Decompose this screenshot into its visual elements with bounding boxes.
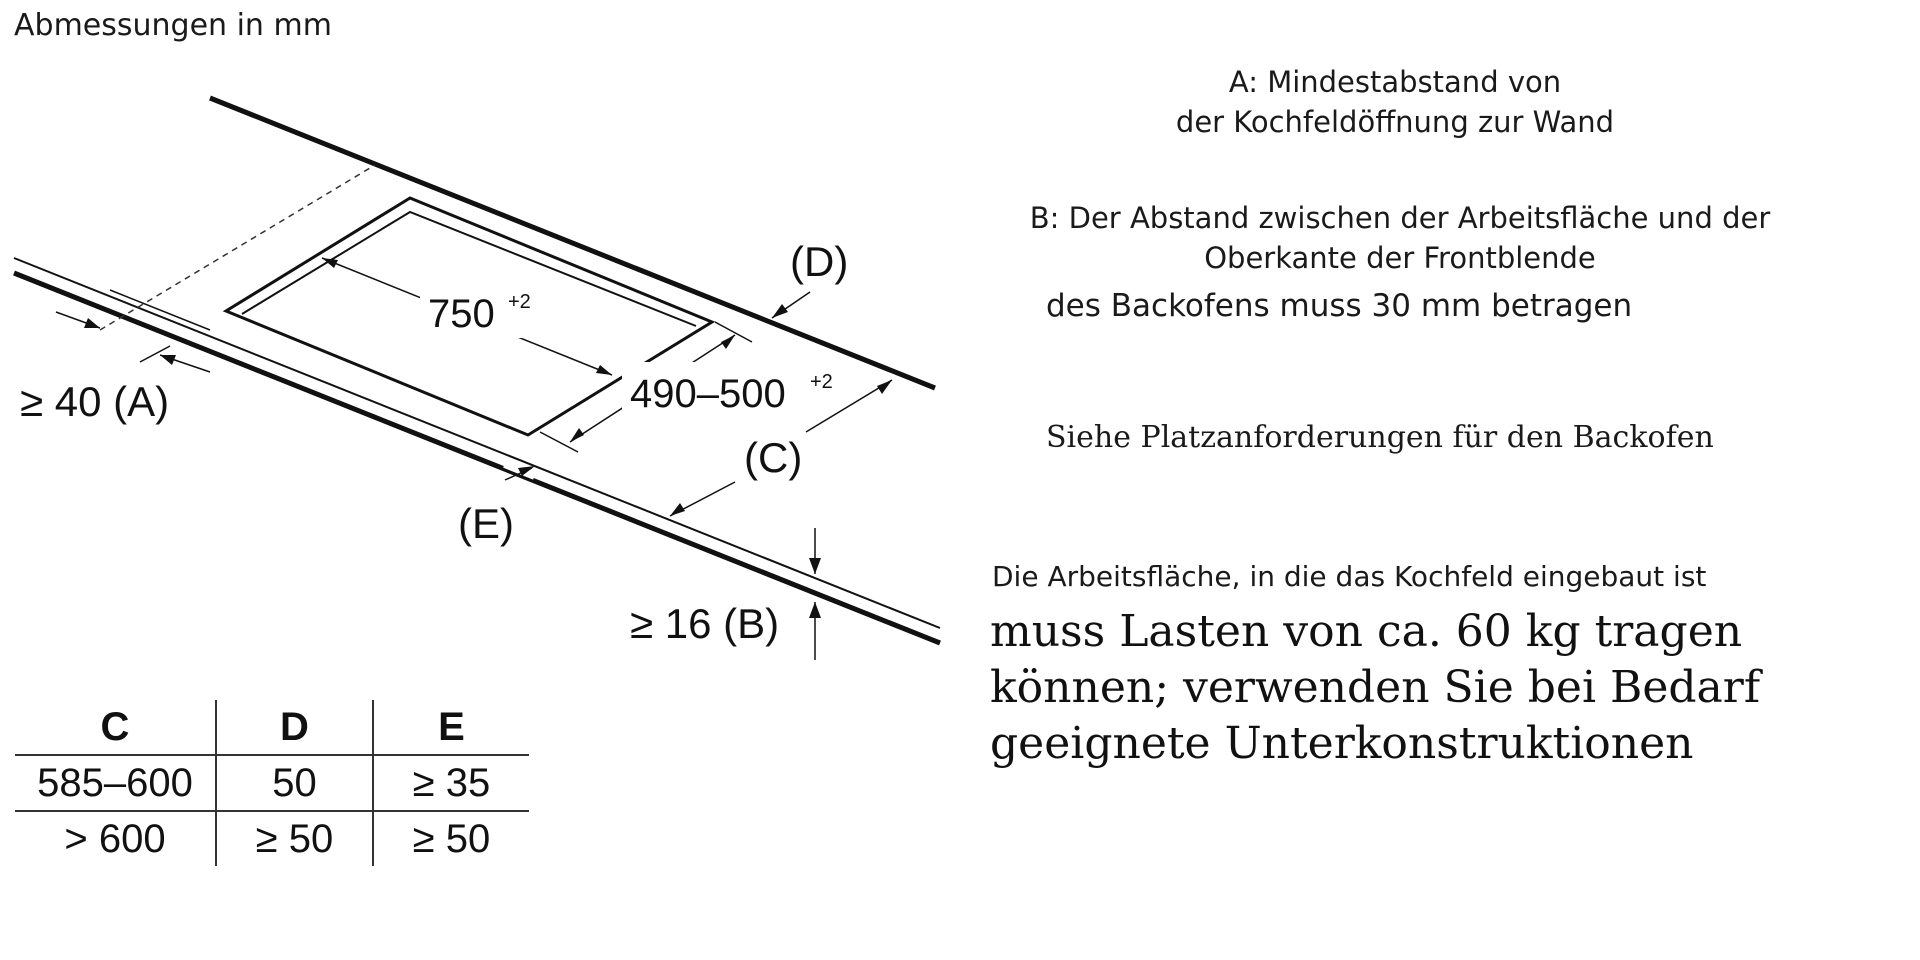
table-cell-d: ≥ 50 — [216, 811, 373, 866]
note-load — [990, 604, 1760, 772]
note-b-line-3: des Backofens muss 30 mm betragen — [1046, 288, 1633, 324]
note-load-line-3: geeignete Unterkonstruktionen — [990, 718, 1694, 769]
dim-c-arrowhead-left — [670, 503, 685, 516]
table-cell-c: 585–600 — [15, 755, 216, 811]
note-load-line-1: muss Lasten von ca. 60 kg tragen — [990, 606, 1743, 657]
dim-d-label: (D) — [790, 238, 849, 285]
table-cell-e: ≥ 50 — [412, 816, 491, 861]
note-b-line-2: Oberkante der Frontblende — [1204, 241, 1596, 275]
table-row — [15, 755, 529, 811]
dim-depth-tolerance: +2 — [810, 371, 833, 393]
note-a-line-2: der Kochfeldöffnung zur Wand — [1175, 105, 1615, 139]
cutout-diagram — [0, 0, 960, 720]
dim-b-label: ≥ 16 (B) — [630, 600, 780, 647]
note-oven: Siehe Platzanforderungen für den Backofen — [1046, 420, 1714, 455]
dim-depth-ext-1 — [715, 322, 752, 342]
front-panel-line — [110, 290, 210, 330]
note-a-line-1: A: Mindestabstand von — [1228, 65, 1562, 99]
dim-a-arrowhead-left — [84, 318, 100, 328]
table-header-row — [15, 700, 529, 755]
page-title: Abmessungen in mm — [14, 8, 332, 43]
table-cell-e: ≥ 35 — [373, 755, 529, 811]
table-cell-c: > 600 — [15, 811, 216, 866]
dim-depth-value: 490–500 — [630, 372, 786, 416]
dim-a-label: ≥ 40 (A) — [20, 378, 170, 425]
dim-d-arrowhead — [772, 304, 788, 318]
note-b-line-1: B: Der Abstand zwischen der Arbeitsfläche und der — [1029, 201, 1771, 235]
dim-e-label: (E) — [458, 500, 514, 547]
dim-750-value: 750 — [428, 292, 495, 336]
dim-depth-arrowhead-end — [570, 428, 584, 442]
note-load-line-2: können; verwenden Sie bei Bedarf — [990, 662, 1761, 713]
dim-750-arrowhead-end — [596, 365, 612, 375]
table-header-e: E — [373, 700, 529, 755]
table-cell-d: 50 — [216, 755, 373, 811]
dim-c-label: (C) — [744, 434, 803, 481]
dim-c-arrowhead-right — [877, 380, 892, 394]
dim-750-tolerance: +2 — [508, 291, 531, 313]
dim-a-ext — [140, 346, 170, 362]
dim-depth-arrowhead-start — [721, 335, 735, 349]
table-header-d: D — [216, 700, 373, 755]
dim-a-arrowhead-right — [160, 355, 176, 365]
dim-b-arrowhead-top — [809, 558, 821, 574]
dim-depth-ext-2 — [540, 432, 578, 452]
spec-table — [15, 700, 529, 866]
note-worktop: Die Arbeitsfläche, in die das Kochfeld eingebaut ist — [992, 560, 1707, 593]
dim-b-arrowhead-bottom — [809, 602, 821, 618]
note-a — [1140, 62, 1650, 142]
note-b — [1000, 198, 1800, 278]
table-header-c: C — [15, 700, 216, 755]
table-row — [15, 811, 529, 866]
